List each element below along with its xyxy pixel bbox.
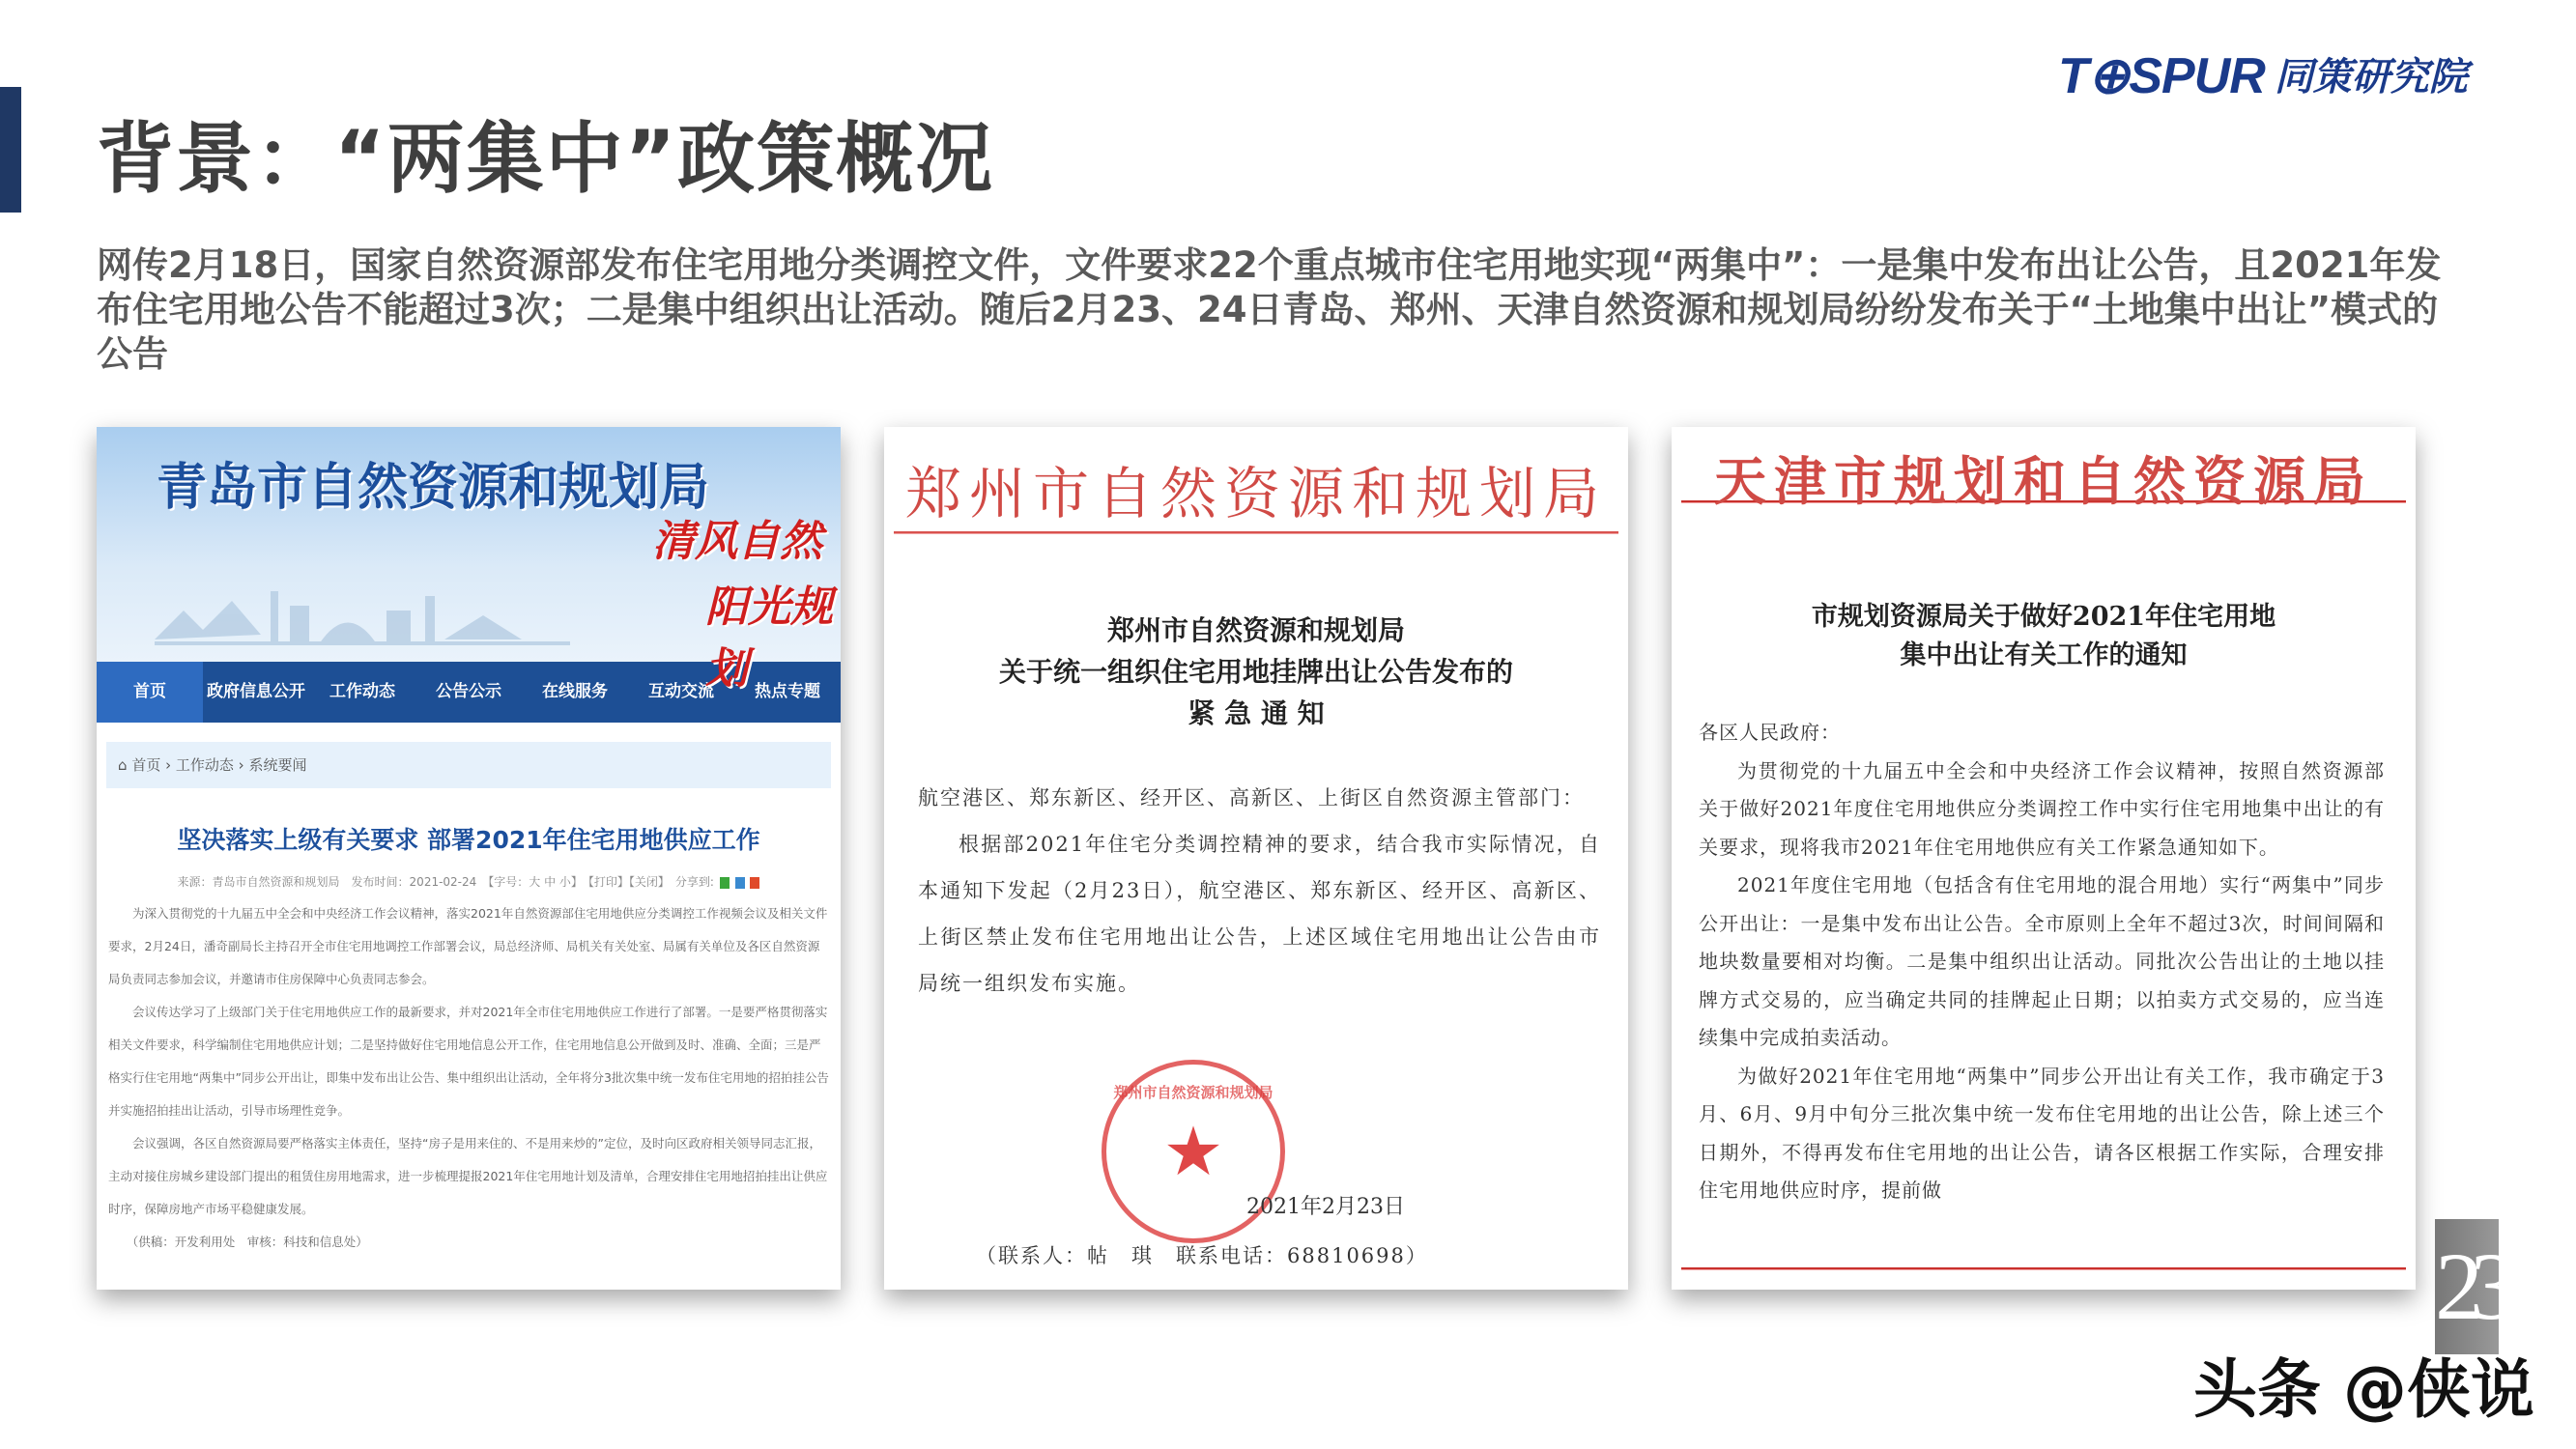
logo-en: T⊕SPUR <box>2058 48 2265 104</box>
breadcrumb: ⌂ 首页 › 工作动态 › 系统要闻 <box>106 742 831 788</box>
crumb-2[interactable]: 工作动态 <box>175 756 234 774</box>
qingdao-screenshot <box>97 427 841 1290</box>
tianjin-title <box>1672 598 2416 675</box>
zhengzhou-body <box>884 734 1628 1007</box>
zhengzhou-document <box>884 427 1628 1290</box>
qzone-share-icon[interactable] <box>735 877 745 889</box>
nav-home[interactable]: 首页 <box>97 662 203 723</box>
article-paragraph: 会议强调，各区自然资源局要严格落实主体责任，坚持“房子是用来住的、不是用来炒的”定位，及时向区政府相关领导同志汇报，主动对接住房城乡建设部门提出的租赁住房用地需求，进一步梳理提报2021年住宅用地计划及清单，合理安排住宅用地招拍挂出让供应时序，保障房地产市场平稳健康发展。 <box>108 1136 828 1216</box>
nav-services[interactable]: 在线服务 <box>542 682 608 701</box>
tianjin-header: 天津市规划和自然资源局 <box>1714 450 2373 512</box>
crumb-3[interactable]: 系统要闻 <box>248 756 307 774</box>
addressee: 各区人民政府： <box>1699 721 1841 744</box>
zhengzhou-header: 郑州市自然资源和规划局 <box>904 461 1607 526</box>
seal-text: 郑州市自然资源和规划局 <box>1113 1084 1274 1101</box>
weibo-share-icon[interactable] <box>750 877 759 889</box>
title-line: 郑州市自然资源和规划局 <box>1106 614 1405 646</box>
slogan-2: 阳光规划 <box>705 582 833 694</box>
addressee: 航空港区、郑东新区、经开区、高新区、上街区自然资源主管部门： <box>918 786 1585 810</box>
title-line: 集中出让有关工作的通知 <box>1900 640 2188 670</box>
article-paragraph: 会议传达学习了上级部门关于住宅用地供应工作的最新要求，并对2021年全市住宅用地供应工作进行了部署。一是要严格贯彻落实相关文件要求，科学编制住宅用地供应计划；二是坚持做好住宅用地信息公开工作，住宅用地信息公开做到及时、准确、全面；三是严格实行住宅用地“两集中”同步公开出让，即集中发布出让公告、集中组织出让活动，全年将分3批次集中统一发布住宅用地的招拍挂公告并实施招拍挂出让活动，引导市场理性竞争。 <box>108 1005 829 1118</box>
title-line: 关于统一组织住宅用地挂牌出让公告发布的 <box>998 656 1513 688</box>
contact-info: （联系人：帖 琪 联系电话：68810698） <box>976 1244 1428 1267</box>
page-title: 背景：“两集中”政策概况 <box>97 114 995 204</box>
nav-notices[interactable]: 公告公示 <box>436 682 501 701</box>
body-paragraph: 2021年度住宅用地（包括含有住宅用地的混合用地）实行“两集中”同步公开出让：一是集中发布出让公告。全市原则上全年不超过3次，时间间隔和地块数量要相对均衡。二是集中组织出让活动。同批次公告出让的土地以挂牌方式交易的，应当确定共同的挂牌起止日期；以拍卖方式交易的，应当连续集中完成拍卖活动。 <box>1699 873 2385 1049</box>
title-line: 市规划资源局关于做好2021年住宅用地 <box>1811 602 2276 632</box>
article-paragraph: 为深入贯彻党的十九届五中全会和中央经济工作会议精神，落实2021年自然资源部住宅用地供应分类调控工作视频会议及相关文件要求，2月24日，潘奇副局长主持召开全市住宅用地调控工作部署会议，局总经济师、局机关有关处室、局属有关单位及各区自然资源局负责同志参加会议，并邀请市住房保障中心负责同志参会。 <box>108 906 828 986</box>
bottom-red-divider <box>1681 1267 2406 1270</box>
meta-text: 来源：青岛市自然资源和规划局 发布时间：2021-02-24 【字号：大 中 小】 【打印】【关闭】 分享到: <box>177 875 714 889</box>
body-paragraph: 根据部2021年住宅分类调控精神的要求，结合我市实际情况，自本通知下发起（2月23日），航空港区、郑东新区、经开区、高新区、上街区禁止发布住宅用地出让公告，上述区域住宅用地出让公告由市局统一组织发布实施。 <box>918 833 1601 995</box>
nav-interaction[interactable]: 互动交流 <box>648 682 714 701</box>
body-paragraph: 为做好2021年住宅用地“两集中”同步公开出让有关工作，我市确定于3月、6月、9月中旬分三批次集中统一发布住宅用地的出让公告，除上述三个日期外，不得再发布住宅用地的出让公告，请各区根据工作实际，合理安排住宅用地供应时序，提前做 <box>1699 1064 2385 1202</box>
zhengzhou-title <box>884 610 1628 734</box>
article-title: 坚决落实上级有关要求 部署2021年住宅用地供应工作 <box>177 826 760 854</box>
article-body <box>97 890 841 1259</box>
title-line: 紧 急 通 知 <box>1188 697 1325 729</box>
tianjin-body <box>1672 675 2416 1210</box>
crumb-1[interactable]: 首页 <box>131 756 161 774</box>
source-credit: 头条 @侠说 <box>2193 1352 2534 1427</box>
tospur-logo <box>2058 46 2468 105</box>
page-number: 23 <box>2435 1219 2499 1354</box>
red-divider <box>894 531 1618 534</box>
wechat-share-icon[interactable] <box>720 877 730 889</box>
nav-work[interactable]: 工作动态 <box>329 682 395 701</box>
slogan-1: 清风自然 <box>652 517 822 566</box>
nav-gov-info[interactable]: 政府信息公开 <box>207 682 305 701</box>
article-signature: （供稿：开发利用处 审核：科技和信息处） <box>126 1235 368 1249</box>
logo-cn: 同策研究院 <box>2274 55 2468 99</box>
intro-paragraph: 网传2月18日，国家自然资源部发布住宅用地分类调控文件，文件要求22个重点城市住宅用地实现“两集中”：一是集中发布出让公告，且2021年发布住宅用地公告不能超过3次；二是集中组织出让活动。随后2月23、24日青岛、郑州、天津自然资源和规划局纷纷发布关于“土地集中出让”模式的公告 <box>97 244 2442 375</box>
qingdao-org-name: 青岛市自然资源和规划局 <box>157 459 710 517</box>
home-icon: ⌂ <box>118 756 128 774</box>
title-accent-bar <box>0 87 21 213</box>
star-icon: ★ <box>1162 1112 1224 1191</box>
nav-topics[interactable]: 热点专题 <box>755 682 820 701</box>
body-paragraph: 为贯彻党的十九届五中全会和中央经济工作会议精神，按照自然资源部关于做好2021年度住宅用地供应分类调控工作中实行住宅用地集中出让的有关要求，现将我市2021年住宅用地供应有关工作紧急通知如下。 <box>1699 758 2385 859</box>
skyline-illustration <box>155 582 570 649</box>
doc-date: 2021年2月23日 <box>1246 1195 1405 1219</box>
tianjin-document <box>1672 427 2416 1290</box>
article-meta <box>97 873 841 890</box>
